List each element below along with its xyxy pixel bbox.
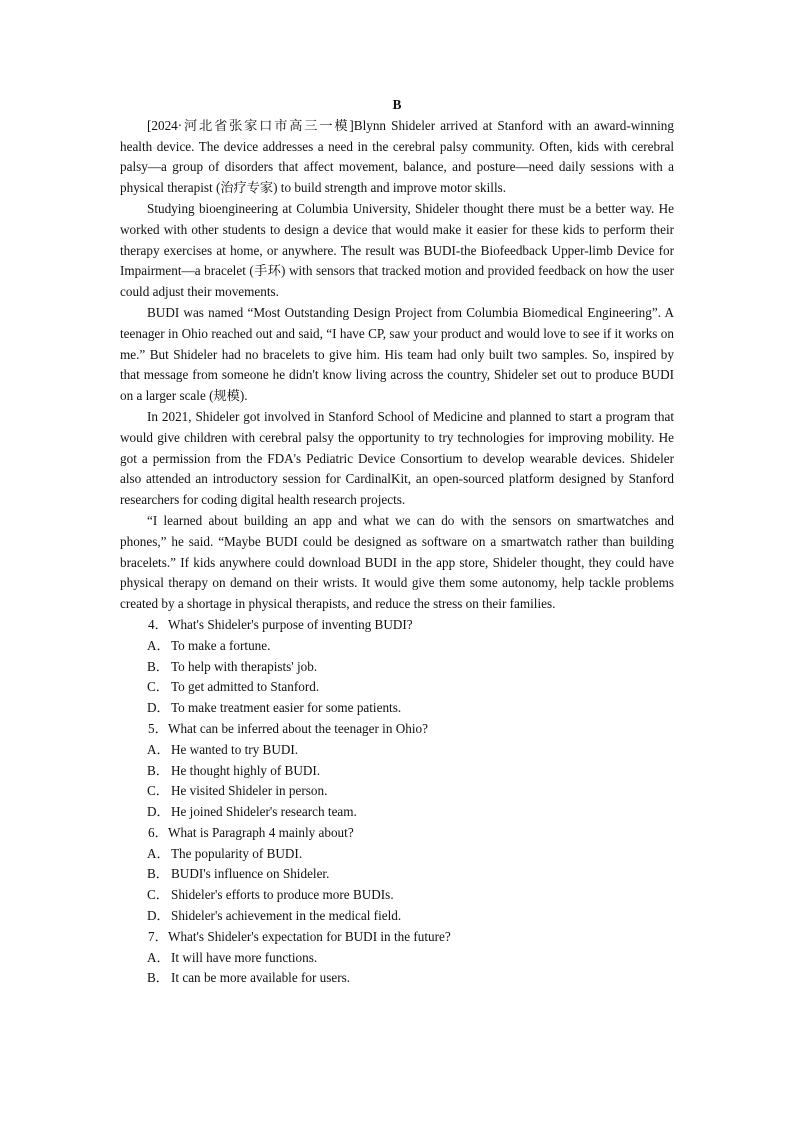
question-text: What's Shideler's purpose of inventing BUDI?: [168, 616, 413, 632]
reading-passage: [120, 116, 674, 615]
option-label: B．: [147, 970, 169, 986]
option-text: He visited Shideler in person.: [171, 783, 328, 799]
answer-option: [120, 968, 674, 989]
passage-paragraph-4: In 2021, Shideler got involved in Stanford School of Medicine and planned to start a program that would give children with cerebral palsy the opportunity to try technologies for improving mobility. He got a permission from the FDA's Pediatric Device Consortium to develop wearable devices. Shideler also attended an introductory session for CardinalKit, an open-sourced platform designed by Stanford researchers for coding digital health research projects.: [120, 408, 674, 508]
answer-option: [120, 677, 674, 698]
section-heading: B: [392, 97, 402, 112]
option-text: To help with therapists' job.: [171, 658, 318, 674]
question-block: [120, 823, 674, 927]
answer-option: [120, 636, 674, 657]
option-text: The popularity of BUDI.: [171, 845, 303, 861]
question-text: What's Shideler's expectation for BUDI in the future?: [168, 928, 451, 944]
option-text: He thought highly of BUDI.: [171, 762, 321, 778]
passage-paragraph-3: BUDI was named “Most Outstanding Design Project from Columbia Biomedical Engineering”. A teenager in Ohio reached out and said, “I have CP, saw your product and would love to see if it works on me.” But Shideler had no bracelets to give him. His team had only built two samples. So, inspired by that message from someone he didn't know living across the country, Shideler set out to produce BUDI on a larger scale (规模).: [120, 304, 674, 404]
paragraph-text: Blynn Shideler arrived at Stanford with an award-winning health device. The device addresses a need in the cerebral palsy community. Often, kids with cerebral palsy—a group of disorders that affect movement, balance, and posture—need daily sessions with a physical therapist (治疗专家) to build strength and improve motor skills.: [120, 117, 674, 196]
option-label: B．: [147, 658, 169, 674]
answer-option: [120, 781, 674, 802]
option-label: A．: [147, 741, 170, 757]
question-block: [120, 615, 674, 719]
answer-option: [120, 657, 674, 678]
option-label: A．: [147, 845, 170, 861]
answer-option: [120, 740, 674, 761]
passage-paragraph-2: Studying bioengineering at Columbia University, Shideler thought there must be a better way. He worked with other students to design a device that would make it easier for these kids to perform their therapy exercises at home, or anywhere. The result was BUDI-the Biofeedback Upper-limb Device for Impairment—a bracelet (手环) with sensors that tracked motion and provided feedback on how the user could adjust their movements.: [120, 200, 674, 300]
question-number: 5．: [148, 720, 168, 736]
option-label: B．: [147, 866, 169, 882]
question-block: [120, 719, 674, 823]
question-block: [120, 927, 674, 989]
answer-option: [120, 844, 674, 865]
answer-option: [120, 864, 674, 885]
question-text: What can be inferred about the teenager in Ohio?: [168, 720, 428, 736]
option-text: It can be more available for users.: [171, 970, 351, 986]
option-text: He wanted to try BUDI.: [171, 741, 299, 757]
passage-paragraph-5: “I learned about building an app and what we can do with the sensors on smartwatches and phones,” he said. “Maybe BUDI could be designed as software on a smartwatch rather than building bracelets.” If kids anywhere could download BUDI in the app store, Shideler thought, they could have physical therapy on demand on their wrists. It would give them some autonomy, help tackle problems created by a shortage in physical therapists, and reduce the stress on their families.: [120, 512, 674, 612]
question-list: [120, 615, 674, 989]
answer-option: [120, 761, 674, 782]
option-label: C．: [147, 679, 169, 695]
option-text: He joined Shideler's research team.: [171, 804, 357, 820]
option-label: D．: [147, 908, 170, 924]
option-label: C．: [147, 887, 169, 903]
option-label: D．: [147, 700, 170, 716]
option-label: D．: [147, 804, 170, 820]
option-label: B．: [147, 762, 169, 778]
option-text: To get admitted to Stanford.: [171, 679, 320, 695]
option-text: To make a fortune.: [171, 637, 271, 653]
option-label: C．: [147, 783, 169, 799]
answer-option: [120, 906, 674, 927]
option-text: BUDI's influence on Shideler.: [171, 866, 330, 882]
question-stem: [120, 615, 674, 636]
answer-option: [120, 948, 674, 969]
question-number: 7．: [148, 928, 168, 944]
option-text: It will have more functions.: [171, 949, 318, 965]
question-number: 4．: [148, 616, 168, 632]
option-text: To make treatment easier for some patients.: [171, 700, 402, 716]
option-text: Shideler's efforts to produce more BUDIs.: [171, 887, 394, 903]
question-stem: [120, 927, 674, 948]
document-page: [120, 95, 674, 989]
option-label: A．: [147, 637, 170, 653]
answer-option: [120, 802, 674, 823]
passage-paragraph-1: [120, 116, 674, 199]
question-stem: [120, 823, 674, 844]
source-tag: [2024·河北省张家口市高三一模]: [147, 117, 354, 133]
option-label: A．: [147, 949, 170, 965]
question-text: What is Paragraph 4 mainly about?: [168, 824, 354, 840]
answer-option: [120, 698, 674, 719]
answer-option: [120, 885, 674, 906]
option-text: Shideler's achievement in the medical field.: [171, 908, 402, 924]
question-stem: [120, 719, 674, 740]
question-number: 6．: [148, 824, 168, 840]
